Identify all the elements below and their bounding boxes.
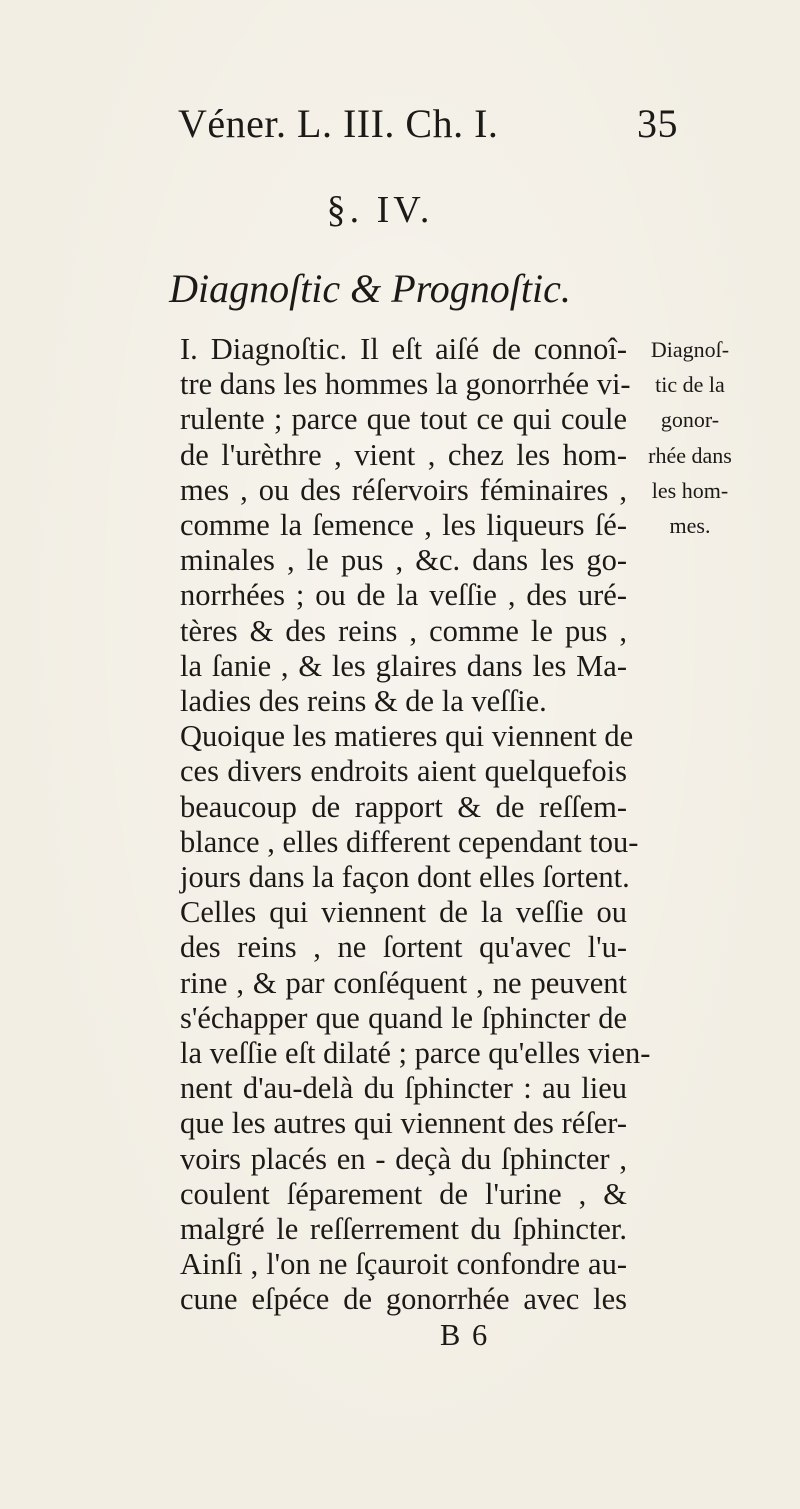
section-number: §. IV. [326, 189, 434, 231]
margin-note [630, 332, 750, 543]
text-line: tre dans les hommes la gonorrhée vi- [180, 367, 631, 402]
text-line: blance , elles different cependant tou- [180, 824, 639, 859]
text-line: s'échapper que quand le ſphincter de [180, 1000, 627, 1035]
running-head-title: Véner. L. III. Ch. I. [178, 101, 499, 146]
text-line: ces divers endroits aient quelquefois [180, 754, 627, 789]
text-line: tères & des reins , comme le pus , [180, 613, 627, 648]
text-line: de l'urèthre , vient , chez les hom- [180, 437, 627, 472]
text-line: Ainſi , l'on ne ſçauroit confondre au- [180, 1247, 627, 1282]
running-head [178, 100, 678, 147]
text-line: malgré le reſſerrement du ſphincter. [180, 1212, 627, 1247]
signature-mark: B 6 [440, 1317, 490, 1352]
text-line: comme la ſemence , les liqueurs ſé- [180, 508, 627, 543]
text-line: mes , ou des réſervoirs féminaires , [180, 472, 627, 507]
text-line: rine , & par conſéquent , ne peuvent [180, 965, 627, 1000]
text-line: ladies des reins & de la veſſie. [180, 684, 547, 719]
text-line: minales , le pus , &c. dans les go- [180, 543, 627, 578]
text-line: voirs placés en - deçà du ſphincter , [180, 1141, 627, 1176]
text-line: cune eſpéce de gonorrhée avec les [180, 1282, 627, 1317]
text-line: que les autres qui viennent des réſer- [180, 1106, 627, 1141]
text-line: Quoique les matieres qui viennent de [180, 719, 634, 754]
text-line: nent d'au-delà du ſphincter : au lieu [180, 1071, 627, 1106]
text-line: des reins , ne ſortent qu'avec l'u- [180, 930, 627, 965]
text-line: la veſſie eſt dilaté ; parce qu'elles vien- [180, 1036, 651, 1071]
margin-note-line: mes. [669, 513, 711, 539]
text-line: Celles qui viennent de la veſſie ou [180, 895, 627, 930]
body-text [180, 332, 651, 1353]
text-line: norrhées ; ou de la veſſie , des uré- [180, 578, 627, 613]
text-line: I. Diagnoſtic. Il eſt aiſé de connoî- [180, 332, 627, 366]
text-line: beaucoup de rapport & de reſſem- [180, 789, 627, 824]
section-title: Diagnoſtic & Prognoſtic. [169, 266, 571, 311]
margin-note-line: tic de la [655, 372, 725, 398]
text-line: coulent ſéparement de l'urine , & [180, 1176, 627, 1211]
margin-note-line: gonor- [660, 407, 720, 433]
text-line: la ſanie , & les glaires dans les Ma- [180, 648, 627, 683]
margin-note-line: rhée dans [648, 442, 732, 468]
page-number: 35 [637, 101, 678, 146]
text-line: jours dans la façon dont elles ſortent. [180, 860, 630, 895]
margin-note-line: les hom- [651, 477, 729, 503]
margin-note-line: Diagnoſ- [650, 337, 730, 362]
text-line: rulente ; parce que tout ce qui coule [180, 402, 627, 437]
